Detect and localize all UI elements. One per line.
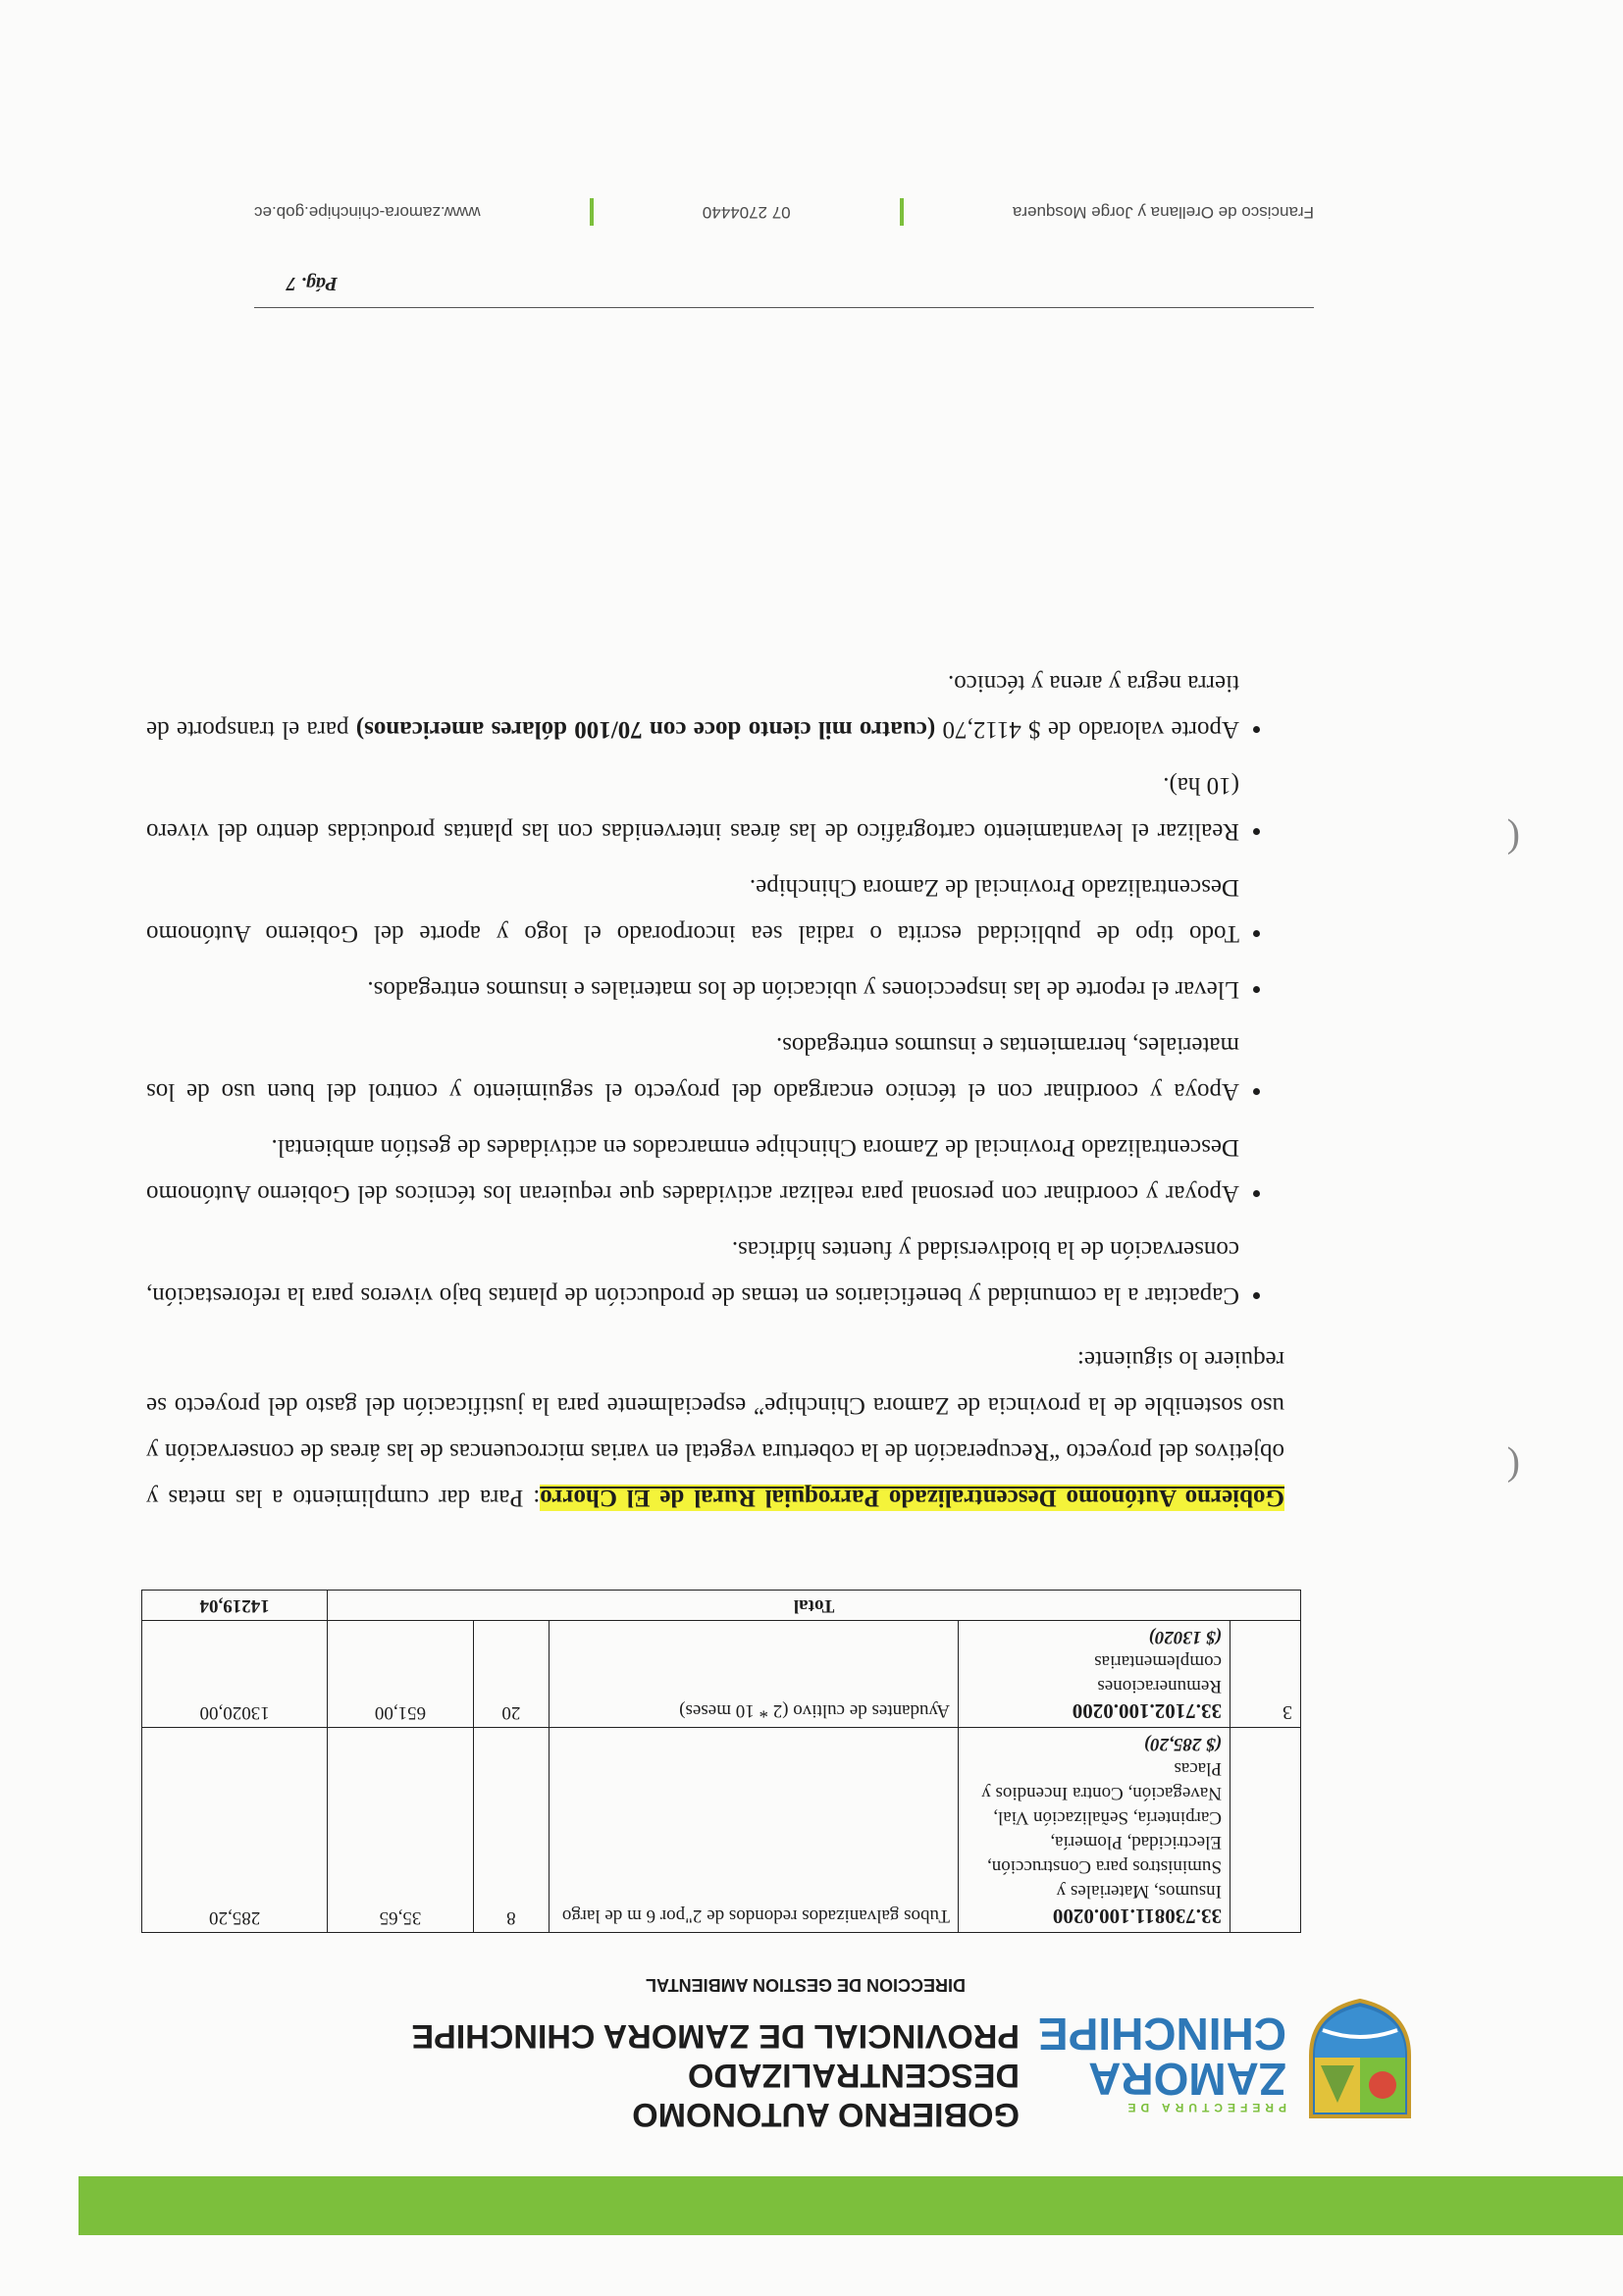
table-row	[142, 1621, 1301, 1728]
account-amount: ($ 13020)	[1148, 1627, 1222, 1647]
requirements-list	[146, 660, 1284, 1319]
item-cell: 3	[1230, 1621, 1301, 1728]
intro-paragraph	[146, 1336, 1284, 1521]
unit-price-cell: 35,65	[328, 1728, 474, 1933]
logo-prefectura-text: PREFECTURA DE	[1123, 2101, 1286, 2114]
letterhead	[313, 1974, 1020, 2134]
org-name-line2: PROVINCIAL DE ZAMORA CHINCHIPE	[411, 2017, 1020, 2055]
list-item: • Realizar el levantamiento cartográfico de las áreas intervenidas con las plantas producidas dentro del vivero (10 ha).	[146, 762, 1239, 855]
total-label: Total	[328, 1591, 1301, 1621]
footer-separator	[590, 198, 594, 226]
budget-table	[141, 1590, 1301, 1933]
page-number: Pág. 7	[286, 273, 338, 294]
quantity-cell: 20	[473, 1621, 549, 1728]
account-cell	[959, 1728, 1230, 1933]
total-cell: 285,20	[142, 1728, 328, 1933]
account-description: Insumos, Materiales y Suministros para Construcción, Electricidad, Plomería, Carpintería, Señalización Vial, Navegación, Contra Incendios y Placas	[981, 1758, 1222, 1902]
footer-rule	[254, 307, 1314, 308]
contribution-amount-words: (cuatro mil ciento doce con 70/100 dólares americanos)	[355, 716, 936, 743]
item-cell	[1230, 1728, 1301, 1933]
contribution-prefix: Aporte valorado de $ 4112,70	[935, 716, 1239, 743]
footer-address: Francisco de Orellana y Jorge Mosquera	[1012, 203, 1314, 222]
list-item: • Capacitar a la comunidad y beneficiarios en temas de producción de plantas bajo viveros para la reforestación, conservación de la biodiversidad y fuentes hídricas.	[146, 1226, 1239, 1319]
body-text	[146, 651, 1284, 1521]
list-item: • Apoyar y coordinar con personal para realizar actividades que requieran los técnicos del Gobierno Autónomo Descentralizado Provincial de Zamora Chinchipe enmarcados en actividades de gestión ambiental.	[146, 1124, 1239, 1217]
highlighted-entity: Gobierno Autónomo Descentralizado Parroquial Rural de El Chorro	[540, 1485, 1284, 1511]
quantity-cell: 8	[473, 1728, 549, 1933]
description-cell: Tubos galvanizados redondos de 2"por 6 m de largo	[550, 1728, 959, 1933]
footer-website: www.zamora-chinchipe.gob.ec	[254, 203, 481, 222]
coat-of-arms-icon	[1301, 1997, 1419, 2124]
footer	[254, 198, 1314, 226]
list-item: • Llevar el reporte de las inspecciones y ubicación de los materiales e insumos entregados.	[146, 966, 1239, 1013]
total-cell: 13020,00	[142, 1621, 328, 1728]
account-code: 33.730811.100.0200	[1052, 1905, 1222, 1928]
list-item: • Todo tipo de publicidad escrita o radial sea incorporado el logo y aporte del Gobierno Autónomo Descentralizado Provincial de Zamora Chinchipe.	[146, 864, 1239, 957]
footer-separator	[900, 198, 904, 226]
description-cell: Ayudantes de cultivo (2 * 10 meses)	[550, 1621, 959, 1728]
list-item: • Apoya y coordinar con el técnico encargado del proyecto el seguimiento y control del buen uso de los materiales, herramientas e insumos entregados.	[146, 1022, 1239, 1115]
intro-text: : Para dar cumplimiento a las metas y objetivos del proyecto “Recuperación de la cobertura vegetal en varias microcuencas de las áreas de conservación y uso sostenible de la provincia de Zamora Chinchipe” especialmente para la justificación del gasto del proyecto se requiere lo siguiente:	[146, 1346, 1284, 1511]
account-cell	[959, 1621, 1230, 1728]
department-name: DIRECCION DE GESTION AMBIENTAL	[645, 1975, 966, 1995]
prefectura-logo	[1036, 1987, 1419, 2124]
table-row	[142, 1728, 1301, 1933]
account-description: Remuneraciones complementarias	[1094, 1651, 1222, 1696]
org-name-line1: GOBIERNO AUTONOMO DESCENTRALIZADO	[632, 2057, 1020, 2133]
unit-price-cell: 651,00	[328, 1621, 474, 1728]
logo-zamora-text: ZAMORA	[1088, 2054, 1286, 2105]
list-item	[146, 660, 1239, 753]
logo-chinchipe-text: CHINCHIPE	[1037, 2009, 1286, 2060]
total-value: 14219,04	[142, 1591, 328, 1621]
scan-margin-mark: (	[1506, 818, 1520, 862]
account-amount: ($ 285,20)	[1143, 1734, 1222, 1754]
header-green-bar	[79, 2176, 1623, 2235]
table-total-row	[142, 1591, 1301, 1621]
account-code: 33.7102.100.0200	[1072, 1699, 1222, 1723]
contribution-suffix: para el transporte de tierra negra y arena y técnico.	[146, 670, 1239, 743]
scan-margin-mark: (	[1506, 1446, 1520, 1490]
footer-phone: 07 2704440	[702, 203, 791, 222]
